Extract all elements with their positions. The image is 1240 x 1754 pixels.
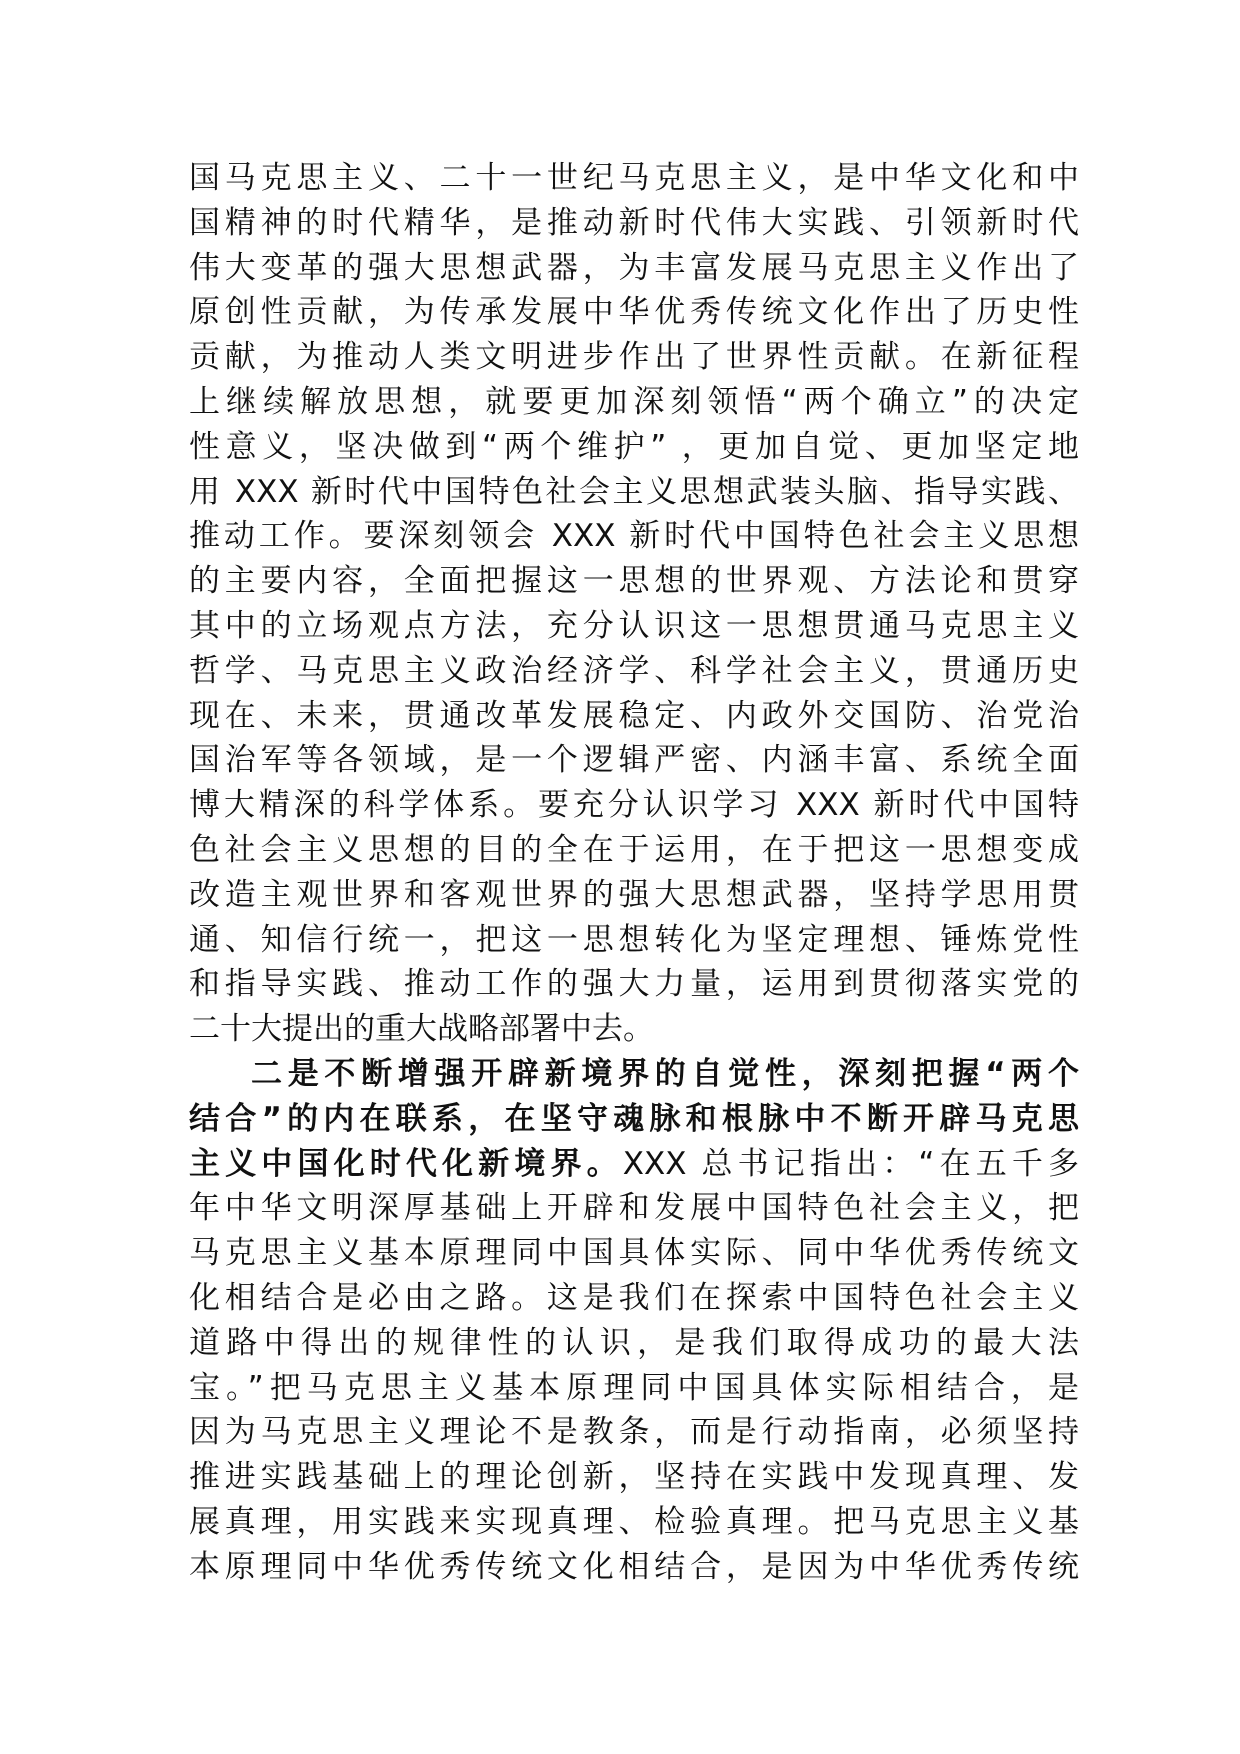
text-line: 推进实践基础上的理论创新，坚持在实践中发现真理、发 bbox=[189, 1459, 1079, 1496]
body-text bbox=[189, 156, 1079, 1590]
text-line: 贡献，为推动人类文明进步作出了世界性贡献。在新征程 bbox=[189, 339, 1079, 376]
text-line: 本原理同中华优秀传统文化相结合，是因为中华优秀传统 bbox=[189, 1548, 1079, 1585]
text-line: 道路中得出的规律性的认识，是我们取得成功的最大法 bbox=[189, 1324, 1079, 1361]
text-line: 国精神的时代精华，是推动新时代伟大实践、引领新时代 bbox=[189, 204, 1079, 241]
text-line: 性意义，坚决做到“两个维护” ，更加自觉、更加坚定地 bbox=[189, 428, 1079, 465]
text-line: 年中华文明深厚基础上开辟和发展中国特色社会主义，把 bbox=[189, 1190, 1079, 1227]
text-line: 用 XXX 新时代中国特色社会主义思想武装头脑、指导实践、 bbox=[189, 473, 1079, 510]
text-line: 和指导实践、推动工作的强大力量，运用到贯彻落实党的 bbox=[189, 966, 1079, 1003]
text-line: 国马克思主义、二十一世纪马克思主义，是中华文化和中 bbox=[189, 160, 1079, 196]
text-line: 推动工作。要深刻领会 XXX 新时代中国特色社会主义思想 bbox=[189, 518, 1079, 555]
text-line: 现在、未来，贯通改革发展稳定、内政外交国防、治党治 bbox=[189, 697, 1079, 734]
quote-intro: XXX 总书记指出：“在五千多 bbox=[622, 1145, 1080, 1182]
text-line: 通、知信行统一，把这一思想转化为坚定理想、锤炼党性 bbox=[189, 921, 1079, 958]
text-line: 因为马克思主义理论不是教条，而是行动指南，必须坚持 bbox=[189, 1414, 1079, 1451]
text-line: 博大精深的科学体系。要充分认识学习 XXX 新时代中国特 bbox=[189, 787, 1079, 824]
text-line: 展真理，用实践来实现真理、检验真理。把马克思主义基 bbox=[189, 1503, 1079, 1540]
text-line: 改造主观世界和客观世界的强大思想武器，坚持学思用贯 bbox=[189, 876, 1079, 913]
text-line: 化相结合是必由之路。这是我们在探索中国特色社会主义 bbox=[189, 1279, 1079, 1316]
text-line: 宝。”把马克思主义基本原理同中国具体实际相结合，是 bbox=[189, 1369, 1079, 1406]
text-line: 色社会主义思想的目的全在于运用，在于把这一思想变成 bbox=[189, 831, 1079, 868]
text-line: 上继续解放思想，就要更加深刻领悟“两个确立”的决定 bbox=[189, 383, 1079, 420]
text-line: 其中的立场观点方法，充分认识这一思想贯通马克思主义 bbox=[189, 607, 1079, 644]
section-heading-end: 主义中国化时代化新境界。 bbox=[189, 1145, 623, 1182]
paragraph-last-line: 二十大提出的重大战略部署中去。 bbox=[189, 1011, 654, 1048]
text-line: 的主要内容，全面把握这一思想的世界观、方法论和贯穿 bbox=[189, 563, 1079, 600]
section-heading-end-line bbox=[189, 1142, 1079, 1187]
text-line: 哲学、马克思主义政治经济学、科学社会主义，贯通历史 bbox=[189, 652, 1079, 689]
section-heading-line: 结合”的内在联系，在坚守魂脉和根脉中不断开辟马克思 bbox=[189, 1100, 1079, 1137]
text-line: 伟大变革的强大思想武器，为丰富发展马克思主义作出了 bbox=[189, 249, 1079, 286]
text-line: 原创性贡献，为传承发展中华优秀传统文化作出了历史性 bbox=[189, 294, 1079, 331]
section-heading-line: 二是不断增强开辟新境界的自觉性，深刻把握“两个 bbox=[251, 1055, 1079, 1092]
text-line: 马克思主义基本原理同中国具体实际、同中华优秀传统文 bbox=[189, 1235, 1079, 1272]
text-line: 国治军等各领域，是一个逻辑严密、内涵丰富、系统全面 bbox=[189, 742, 1079, 779]
